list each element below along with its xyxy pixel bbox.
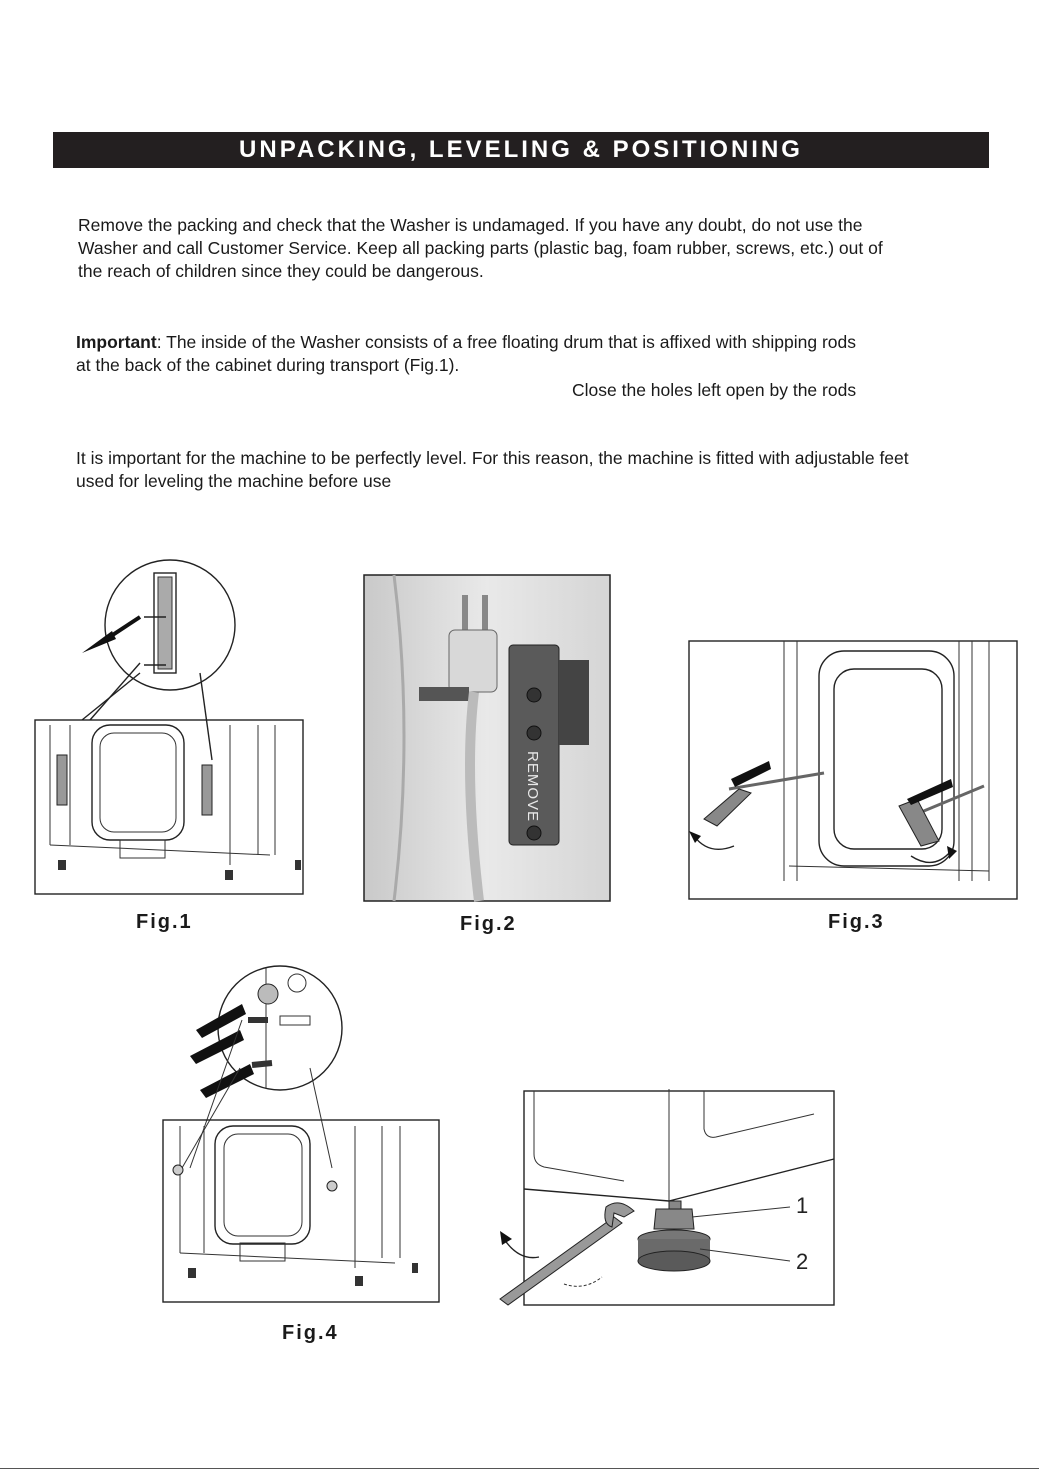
page-footer-rule (0, 1468, 1039, 1469)
callout-1: 1 (796, 1193, 809, 1218)
fig1-caption: Fig.1 (136, 911, 193, 933)
intro-paragraph: Remove the packing and check that the Washer is undamaged. If you have any doubt, do not use the Washer and call Customer Service. Keep all packing parts (plastic bag, foam rubber, screws, etc.) out of the reach of children since they could be dangerous. (78, 215, 883, 281)
fig2-caption: Fig.2 (460, 913, 517, 935)
important-paragraph (76, 331, 856, 377)
fig4-caption: Fig.4 (282, 1322, 339, 1344)
fig3-caption: Fig.3 (828, 911, 885, 933)
fig1-illustration (30, 555, 310, 900)
fig2-remove-label: REMOVE (524, 751, 541, 823)
leveling-paragraph: It is important for the machine to be perfectly level. For this reason, the machine is fitted with adjustable feet used for leveling the machine before use (76, 448, 909, 491)
fig3-illustration (689, 641, 1017, 899)
important-text: : The inside of the Washer consists of a free floating drum that is affixed with shipping rods at the back of the cabinet during transport (Fig.1). (76, 332, 856, 375)
fig4-illustration (160, 958, 442, 1305)
holes-paragraph: Close the holes left open by the rods (572, 380, 857, 400)
section-title: UNPACKING, LEVELING & POSITIONING (53, 132, 989, 168)
fig2-photo (364, 575, 610, 901)
leveling-foot-illustration (494, 1089, 836, 1307)
callout-2: 2 (796, 1249, 809, 1274)
important-label: Important (76, 332, 157, 352)
